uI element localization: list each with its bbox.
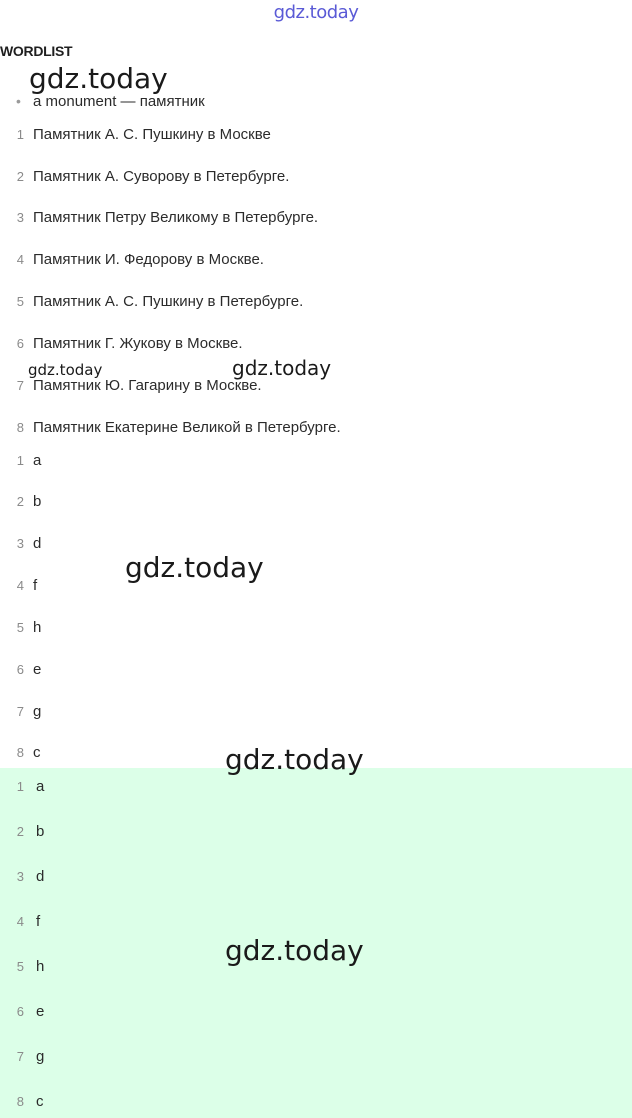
watermark: gdz.today bbox=[225, 743, 364, 776]
item-number: 1 bbox=[16, 779, 24, 794]
item-text: e bbox=[33, 661, 42, 678]
item-text: f bbox=[36, 913, 41, 930]
item-number: 7 bbox=[16, 378, 24, 393]
list-item bbox=[0, 535, 632, 555]
list-item bbox=[0, 778, 632, 798]
item-text: Памятник А. С. Пушкину в Москве bbox=[33, 126, 271, 143]
list-item bbox=[0, 823, 632, 843]
item-number: 3 bbox=[16, 536, 24, 551]
item-text: g bbox=[33, 703, 42, 720]
list-item bbox=[0, 126, 632, 146]
item-text: c bbox=[36, 1093, 44, 1110]
list-item bbox=[0, 1093, 632, 1113]
list-item bbox=[0, 335, 632, 355]
item-text: Памятник А. Суворову в Петербурге. bbox=[33, 168, 290, 185]
item-number: 4 bbox=[16, 914, 24, 929]
item-number: 2 bbox=[16, 169, 24, 184]
item-text: h bbox=[36, 958, 45, 975]
item-text: b bbox=[36, 823, 45, 840]
list-item bbox=[0, 377, 632, 397]
item-number: 7 bbox=[16, 704, 24, 719]
item-number: 7 bbox=[16, 1049, 24, 1064]
list-item bbox=[0, 493, 632, 513]
list-item bbox=[0, 293, 632, 313]
watermark: gdz.today bbox=[232, 356, 332, 380]
item-text: Памятник Петру Великому в Петербурге. bbox=[33, 209, 319, 226]
item-number: 8 bbox=[16, 745, 24, 760]
item-number: 4 bbox=[16, 578, 24, 593]
item-number: 6 bbox=[16, 662, 24, 677]
list-item bbox=[0, 1048, 632, 1068]
item-text: e bbox=[36, 1003, 45, 1020]
top-watermark: gdz.today bbox=[273, 2, 359, 23]
item-number: 3 bbox=[16, 869, 24, 884]
item-text: c bbox=[33, 744, 41, 761]
item-number: 1 bbox=[16, 127, 24, 142]
item-number: 2 bbox=[16, 824, 24, 839]
list-item bbox=[0, 209, 632, 229]
item-number: 3 bbox=[16, 210, 24, 225]
item-number: 5 bbox=[16, 959, 24, 974]
list-item bbox=[0, 577, 632, 597]
item-text: g bbox=[36, 1048, 45, 1065]
watermark: gdz.today bbox=[28, 361, 103, 379]
bullet-icon: • bbox=[16, 93, 21, 109]
item-text: f bbox=[33, 577, 38, 594]
list-item bbox=[0, 661, 632, 681]
item-text: d bbox=[36, 868, 45, 885]
item-text: a bbox=[36, 778, 45, 795]
item-text: Памятник Г. Жукову в Москве. bbox=[33, 335, 243, 352]
item-text: Памятник Ю. Гагарину в Москве. bbox=[33, 377, 262, 394]
item-number: 6 bbox=[16, 336, 24, 351]
list-item bbox=[0, 913, 632, 933]
list-item bbox=[0, 168, 632, 188]
item-number: 8 bbox=[16, 420, 24, 435]
item-text: a bbox=[33, 452, 42, 469]
watermark: gdz.today bbox=[29, 62, 168, 95]
item-number: 4 bbox=[16, 252, 24, 267]
list-item bbox=[0, 1003, 632, 1023]
list-item bbox=[0, 703, 632, 723]
item-number: 8 bbox=[16, 1094, 24, 1109]
item-text: d bbox=[33, 535, 42, 552]
list-item bbox=[0, 619, 632, 639]
watermark: gdz.today bbox=[225, 934, 364, 967]
list-item bbox=[0, 868, 632, 888]
item-number: 6 bbox=[16, 1004, 24, 1019]
item-number: 1 bbox=[16, 453, 24, 468]
item-text: b bbox=[33, 493, 42, 510]
list-item bbox=[0, 452, 632, 472]
item-text: h bbox=[33, 619, 42, 636]
item-number: 2 bbox=[16, 494, 24, 509]
wordlist-heading: WORDLIST bbox=[0, 43, 73, 59]
list-item bbox=[0, 419, 632, 439]
item-text: Памятник И. Федорову в Москве. bbox=[33, 251, 264, 268]
item-number: 5 bbox=[16, 620, 24, 635]
wordlist-item: a monument — памятник bbox=[33, 93, 205, 110]
watermark: gdz.today bbox=[125, 551, 264, 584]
item-text: Памятник А. С. Пушкину в Петербурге. bbox=[33, 293, 304, 310]
item-text: Памятник Екатерине Великой в Петербурге. bbox=[33, 419, 341, 436]
item-number: 5 bbox=[16, 294, 24, 309]
list-item bbox=[0, 251, 632, 271]
